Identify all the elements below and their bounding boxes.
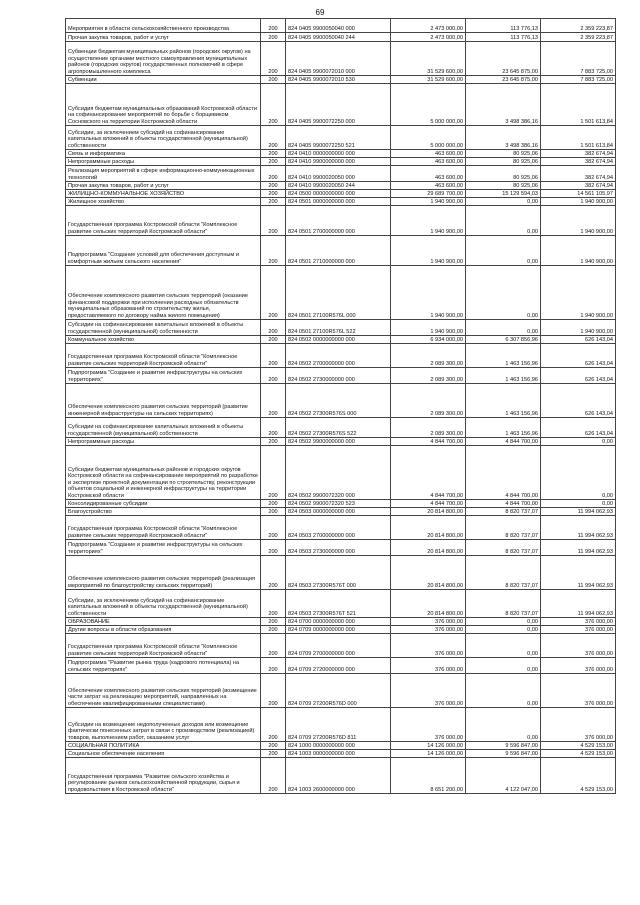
row-code: 200	[261, 418, 286, 438]
row-assigned: 8 651 200,00	[391, 758, 466, 794]
row-kbk: 824 0709 27200R576D 000	[286, 674, 391, 708]
row-code: 200	[261, 742, 286, 750]
row-assigned: 1 940 900,00	[391, 236, 466, 266]
table-row	[66, 368, 616, 384]
row-name: Субвенции	[66, 76, 261, 84]
row-code: 200	[261, 618, 286, 626]
table-row	[66, 42, 616, 76]
row-assigned: 2 089 300,00	[391, 384, 466, 418]
row-remaining: 626 143,04	[541, 336, 616, 344]
row-assigned: 376 000,00	[391, 658, 466, 674]
row-executed: 80 925,06	[466, 150, 541, 158]
table-row	[66, 438, 616, 446]
row-remaining: 11 994 062,93	[541, 508, 616, 516]
row-kbk: 824 0502 9900000000 000	[286, 438, 391, 446]
row-code: 200	[261, 626, 286, 634]
row-code: 200	[261, 516, 286, 540]
table-row	[66, 344, 616, 368]
row-name: Обеспечение комплексного развития сельских территорий (оказание финансовой поддержки при исполнении расходных обязательств муниципальных образований по строительству жилья, предоставляемого по договору найма жилого помещения)	[66, 266, 261, 320]
row-code: 200	[261, 708, 286, 742]
row-assigned: 2 089 300,00	[391, 344, 466, 368]
row-executed: 0,00	[466, 266, 541, 320]
row-remaining: 1 940 900,00	[541, 320, 616, 336]
row-name: Консолидированные субсидии	[66, 500, 261, 508]
row-code: 200	[261, 84, 286, 126]
row-remaining: 1 501 613,84	[541, 126, 616, 150]
table-row	[66, 618, 616, 626]
table-row	[66, 742, 616, 750]
row-assigned: 4 844 700,00	[391, 500, 466, 508]
row-executed: 23 645 875,00	[466, 42, 541, 76]
row-code: 200	[261, 556, 286, 590]
row-executed: 0,00	[466, 618, 541, 626]
row-kbk: 824 0502 2700000000 000	[286, 344, 391, 368]
row-code: 200	[261, 446, 286, 500]
row-code: 200	[261, 384, 286, 418]
row-kbk: 824 0500 0000000000 000	[286, 190, 391, 198]
row-remaining: 1 940 900,00	[541, 206, 616, 236]
row-assigned: 31 529 600,00	[391, 76, 466, 84]
row-executed: 4 844 700,00	[466, 438, 541, 446]
row-name: Связь и информатика	[66, 150, 261, 158]
row-assigned: 5 000 000,00	[391, 84, 466, 126]
row-code: 200	[261, 500, 286, 508]
row-executed: 1 463 156,96	[466, 344, 541, 368]
table-row	[66, 516, 616, 540]
row-kbk: 824 0410 9900000000 000	[286, 158, 391, 166]
row-assigned: 376 000,00	[391, 674, 466, 708]
row-remaining: 1 940 900,00	[541, 198, 616, 206]
table-row	[66, 758, 616, 794]
row-kbk: 824 0503 2730000000 000	[286, 540, 391, 556]
table-row	[66, 166, 616, 182]
row-code: 200	[261, 658, 286, 674]
row-remaining: 4 529 153,00	[541, 750, 616, 758]
table-row	[66, 206, 616, 236]
row-name: Субсидии бюджетам муниципальных районов и городских округов Костромской области на софинансирование мероприятий по разработке и экспертизе проектной документации по строительству, реконструкции объектов социальной и инженерной инфраструктуры на территории Костромской области	[66, 446, 261, 500]
table-row	[66, 236, 616, 266]
table-row	[66, 500, 616, 508]
row-remaining: 2 359 223,87	[541, 19, 616, 33]
row-code: 200	[261, 634, 286, 658]
row-code: 200	[261, 33, 286, 42]
row-code: 200	[261, 76, 286, 84]
row-code: 200	[261, 182, 286, 190]
row-name: Субсидия бюджетам муниципальных образований Костромской области на софинансирование мероприятий по борьбе с борщевиком Сосновского на территории Костромской области	[66, 84, 261, 126]
row-remaining: 376 000,00	[541, 674, 616, 708]
row-executed: 0,00	[466, 626, 541, 634]
row-kbk: 824 0502 0000000000 000	[286, 336, 391, 344]
page-number: 69	[315, 8, 325, 17]
row-executed: 4 844 700,00	[466, 500, 541, 508]
row-kbk: 824 0405 9900072250 521	[286, 126, 391, 150]
row-remaining: 1 940 900,00	[541, 236, 616, 266]
row-assigned: 463 600,00	[391, 166, 466, 182]
row-kbk: 824 0709 0000000000 000	[286, 626, 391, 634]
row-name: Государственная программа Костромской области "Комплексное развитие сельских территорий Костромской области"	[66, 634, 261, 658]
row-kbk: 824 0410 9900020050 000	[286, 166, 391, 182]
row-assigned: 463 600,00	[391, 150, 466, 158]
row-executed: 0,00	[466, 674, 541, 708]
row-code: 200	[261, 344, 286, 368]
row-name: Государственная программа "Развитие сельского хозяйства и регулирование рынков сельскохозяйственной продукции, сырья и продовольствия в Костромской области"	[66, 758, 261, 794]
row-executed: 3 498 386,16	[466, 84, 541, 126]
table-row	[66, 150, 616, 158]
table-row	[66, 446, 616, 500]
row-executed: 23 645 875,00	[466, 76, 541, 84]
row-executed: 0,00	[466, 198, 541, 206]
row-executed: 9 596 847,00	[466, 750, 541, 758]
row-remaining: 376 000,00	[541, 658, 616, 674]
row-executed: 8 820 737,07	[466, 540, 541, 556]
row-name: Субсидии на возмещение недополученных доходов или возмещение фактически понесенных затрат в связи с производством (реализацией) товаров, выполнением работ, оказанием услуг	[66, 708, 261, 742]
row-executed: 113 776,13	[466, 19, 541, 33]
row-assigned: 376 000,00	[391, 634, 466, 658]
row-name: Непрограммные расходы	[66, 438, 261, 446]
row-name: Подпрограмма "Создание и развитие инфраструктуры на сельских территориях"	[66, 368, 261, 384]
row-code: 200	[261, 19, 286, 33]
table-row	[66, 626, 616, 634]
row-name: Другие вопросы в области образования	[66, 626, 261, 634]
row-assigned: 20 814 800,00	[391, 556, 466, 590]
row-remaining: 11 994 062,93	[541, 590, 616, 618]
row-assigned: 5 000 000,00	[391, 126, 466, 150]
row-code: 200	[261, 198, 286, 206]
row-code: 200	[261, 590, 286, 618]
row-kbk: 824 0502 9900072320 523	[286, 500, 391, 508]
row-code: 200	[261, 266, 286, 320]
row-kbk: 824 0709 27200R576D 811	[286, 708, 391, 742]
row-kbk: 824 0405 9900072010 530	[286, 76, 391, 84]
row-remaining: 382 674,94	[541, 182, 616, 190]
row-executed: 80 925,06	[466, 182, 541, 190]
row-name: Государственная программа Костромской области "Комплексное развитие сельских территорий Костромской области"	[66, 344, 261, 368]
row-code: 200	[261, 438, 286, 446]
row-kbk: 824 0502 2730000000 000	[286, 368, 391, 384]
row-remaining: 11 994 062,93	[541, 556, 616, 590]
row-name: Коммунальное хозяйство	[66, 336, 261, 344]
row-remaining: 4 529 153,00	[541, 742, 616, 750]
row-assigned: 20 814 800,00	[391, 590, 466, 618]
row-assigned: 376 000,00	[391, 618, 466, 626]
row-name: Обеспечение комплексного развития сельских территорий (возмещение части затрат на реализацию мероприятий, направленных на обеспечение квалифицированными специалистами)	[66, 674, 261, 708]
row-name: Подпрограмма "Создание и развитие инфраструктуры на сельских территориях"	[66, 540, 261, 556]
table-row	[66, 320, 616, 336]
row-assigned: 2 473 000,00	[391, 33, 466, 42]
row-code: 200	[261, 190, 286, 198]
row-name: ОБРАЗОВАНИЕ	[66, 618, 261, 626]
row-assigned: 376 000,00	[391, 708, 466, 742]
row-executed: 0,00	[466, 708, 541, 742]
row-name: Подпрограмма "Развитие рынка труда (кадрового потенциала) на сельских территориях"	[66, 658, 261, 674]
row-assigned: 1 940 900,00	[391, 320, 466, 336]
row-kbk: 824 0501 27100R576L 522	[286, 320, 391, 336]
row-assigned: 376 000,00	[391, 626, 466, 634]
row-assigned: 1 940 900,00	[391, 198, 466, 206]
table-row	[66, 418, 616, 438]
row-code: 200	[261, 336, 286, 344]
row-code: 200	[261, 508, 286, 516]
row-assigned: 2 089 300,00	[391, 368, 466, 384]
row-kbk: 824 0700 0000000000 000	[286, 618, 391, 626]
row-executed: 8 820 737,07	[466, 516, 541, 540]
row-executed: 1 463 156,96	[466, 418, 541, 438]
row-code: 200	[261, 758, 286, 794]
row-remaining: 0,00	[541, 438, 616, 446]
row-kbk: 824 0503 0000000000 000	[286, 508, 391, 516]
row-assigned: 4 844 700,00	[391, 438, 466, 446]
table-row	[66, 508, 616, 516]
row-assigned: 29 689 700,00	[391, 190, 466, 198]
row-remaining: 626 143,04	[541, 384, 616, 418]
table-row	[66, 658, 616, 674]
table-row	[66, 266, 616, 320]
row-kbk: 824 0405 9900050040 000	[286, 19, 391, 33]
row-kbk: 824 0503 27300R576T 521	[286, 590, 391, 618]
row-assigned: 14 126 000,00	[391, 750, 466, 758]
row-assigned: 1 940 900,00	[391, 206, 466, 236]
row-name: Государственная программа Костромской области "Комплексное развитие сельских территорий Костромской области"	[66, 516, 261, 540]
row-remaining: 0,00	[541, 446, 616, 500]
row-name: Прочая закупка товаров, работ и услуг	[66, 182, 261, 190]
table-row	[66, 126, 616, 150]
row-remaining: 626 143,04	[541, 344, 616, 368]
row-name: Обеспечение комплексного развития сельских территорий (развитие инженерной инфраструктуры на сельских территориях)	[66, 384, 261, 418]
row-kbk: 824 0405 9900050040 244	[286, 33, 391, 42]
row-assigned: 463 600,00	[391, 158, 466, 166]
row-remaining: 4 529 153,00	[541, 758, 616, 794]
row-assigned: 20 814 800,00	[391, 540, 466, 556]
row-code: 200	[261, 750, 286, 758]
row-executed: 0,00	[466, 634, 541, 658]
row-executed: 8 820 737,07	[466, 508, 541, 516]
row-executed: 0,00	[466, 658, 541, 674]
row-kbk: 824 0502 27300R576S 522	[286, 418, 391, 438]
table-row	[66, 84, 616, 126]
table-row	[66, 76, 616, 84]
row-remaining: 376 000,00	[541, 626, 616, 634]
row-remaining: 11 994 062,93	[541, 516, 616, 540]
row-kbk: 824 0503 2700000000 000	[286, 516, 391, 540]
row-executed: 6 307 856,96	[466, 336, 541, 344]
row-executed: 3 498 386,16	[466, 126, 541, 150]
row-name: Субвенции бюджетам муниципальных районов (городских округов) на осуществление органами местного самоуправления муниципальных районов (городских округов) государственных полномочий в сфере агропромышленного комплекса	[66, 42, 261, 76]
table-row	[66, 384, 616, 418]
row-code: 200	[261, 674, 286, 708]
row-assigned: 463 600,00	[391, 182, 466, 190]
row-code: 200	[261, 150, 286, 158]
row-remaining: 382 674,94	[541, 158, 616, 166]
row-executed: 0,00	[466, 206, 541, 236]
row-code: 200	[261, 368, 286, 384]
row-name: Жилищное хозяйство	[66, 198, 261, 206]
row-assigned: 31 529 600,00	[391, 42, 466, 76]
row-code: 200	[261, 540, 286, 556]
row-code: 200	[261, 320, 286, 336]
row-name: Мероприятия в области сельскохозяйственного производства	[66, 19, 261, 33]
row-name: Подпрограмма "Создание условий для обеспечения доступным и комфортным жильем сельского населения"	[66, 236, 261, 266]
row-remaining: 1 940 900,00	[541, 266, 616, 320]
row-remaining: 11 994 062,93	[541, 540, 616, 556]
row-remaining: 0,00	[541, 500, 616, 508]
table-row	[66, 590, 616, 618]
row-name: Государственная программа Костромской области "Комплексное развитие сельских территорий Костромской области"	[66, 206, 261, 236]
row-remaining: 7 883 725,00	[541, 76, 616, 84]
row-executed: 1 463 156,96	[466, 384, 541, 418]
row-assigned: 2 473 000,00	[391, 19, 466, 33]
row-remaining: 14 561 105,97	[541, 190, 616, 198]
row-executed: 113 776,13	[466, 33, 541, 42]
row-kbk: 824 0502 9900072320 000	[286, 446, 391, 500]
row-code: 200	[261, 206, 286, 236]
row-remaining: 1 501 613,84	[541, 84, 616, 126]
table-row	[66, 674, 616, 708]
row-executed: 4 122 047,00	[466, 758, 541, 794]
row-kbk: 824 0709 2720000000 000	[286, 658, 391, 674]
row-name: Субсидии, за исключением субсидий на софинансирование капитальных вложений в объекты государственной (муниципальной) собственности	[66, 126, 261, 150]
row-code: 200	[261, 166, 286, 182]
row-kbk: 824 0405 9900072250 000	[286, 84, 391, 126]
table-row	[66, 158, 616, 166]
row-remaining: 382 674,94	[541, 150, 616, 158]
row-kbk: 824 1003 2600000000 000	[286, 758, 391, 794]
row-kbk: 824 0502 27300R576S 000	[286, 384, 391, 418]
row-remaining: 7 883 725,00	[541, 42, 616, 76]
row-name: Субсидии, за исключением субсидий на софинансирование капитальных вложений в объекты государственной (муниципальной) собственности	[66, 590, 261, 618]
row-code: 200	[261, 158, 286, 166]
row-name: СОЦИАЛЬНАЯ ПОЛИТИКА	[66, 742, 261, 750]
row-executed: 0,00	[466, 320, 541, 336]
row-kbk: 824 0410 9900020050 244	[286, 182, 391, 190]
row-executed: 4 844 700,00	[466, 446, 541, 500]
row-kbk: 824 0501 2700000000 000	[286, 206, 391, 236]
row-remaining: 626 143,04	[541, 368, 616, 384]
row-assigned: 20 814 800,00	[391, 508, 466, 516]
row-remaining: 626 143,04	[541, 418, 616, 438]
row-code: 200	[261, 126, 286, 150]
row-remaining: 382 674,94	[541, 166, 616, 182]
row-executed: 1 463 156,96	[466, 368, 541, 384]
row-assigned: 20 814 800,00	[391, 516, 466, 540]
table-row	[66, 198, 616, 206]
row-kbk: 824 0501 2710000000 000	[286, 236, 391, 266]
row-name: Благоустройство	[66, 508, 261, 516]
row-name: Социальное обеспечение населения	[66, 750, 261, 758]
row-remaining: 376 000,00	[541, 618, 616, 626]
row-assigned: 1 940 900,00	[391, 266, 466, 320]
row-remaining: 2 359 223,87	[541, 33, 616, 42]
row-remaining: 376 000,00	[541, 634, 616, 658]
table-row	[66, 750, 616, 758]
row-assigned: 14 126 000,00	[391, 742, 466, 750]
row-kbk: 824 1003 0000000000 000	[286, 750, 391, 758]
row-executed: 9 596 847,00	[466, 742, 541, 750]
table-row	[66, 556, 616, 590]
row-assigned: 6 934 000,00	[391, 336, 466, 344]
table-row	[66, 708, 616, 742]
row-kbk: 824 0503 27300R576T 000	[286, 556, 391, 590]
row-code: 200	[261, 42, 286, 76]
table-row	[66, 33, 616, 42]
table-row	[66, 540, 616, 556]
row-kbk: 824 1000 0000000000 000	[286, 742, 391, 750]
row-name: Обеспечение комплексного развития сельских территорий (реализация мероприятий по благоустройству сельских территорий)	[66, 556, 261, 590]
row-name: Реализация мероприятий в сфере информационно-коммуникационных технологий	[66, 166, 261, 182]
row-kbk: 824 0501 0000000000 000	[286, 198, 391, 206]
row-name: Непрограммные расходы	[66, 158, 261, 166]
table-row	[66, 182, 616, 190]
row-name: Прочая закупка товаров, работ и услуг	[66, 33, 261, 42]
row-assigned: 2 089 300,00	[391, 418, 466, 438]
row-assigned: 4 844 700,00	[391, 446, 466, 500]
row-kbk: 824 0410 0000000000 000	[286, 150, 391, 158]
row-kbk: 824 0501 27100R576L 000	[286, 266, 391, 320]
row-kbk: 824 0405 9900072010 000	[286, 42, 391, 76]
row-executed: 80 925,06	[466, 158, 541, 166]
row-name: Субсидии на софинансирование капитальных вложений в объекты государственной (муниципальной) собственности	[66, 320, 261, 336]
table-row	[66, 190, 616, 198]
row-remaining: 376 000,00	[541, 708, 616, 742]
table-row	[66, 634, 616, 658]
row-code: 200	[261, 236, 286, 266]
row-executed: 8 820 737,07	[466, 556, 541, 590]
row-executed: 0,00	[466, 236, 541, 266]
row-executed: 80 925,06	[466, 166, 541, 182]
row-name: ЖИЛИЩНО-КОММУНАЛЬНОЕ ХОЗЯЙСТВО	[66, 190, 261, 198]
row-kbk: 824 0709 2700000000 000	[286, 634, 391, 658]
budget-table	[65, 18, 616, 794]
row-executed: 15 129 594,03	[466, 190, 541, 198]
row-executed: 8 820 737,07	[466, 590, 541, 618]
table-row	[66, 336, 616, 344]
row-name: Субсидии на софинансирование капитальных вложений в объекты государственной (муниципальной) собственности	[66, 418, 261, 438]
table-row	[66, 19, 616, 33]
